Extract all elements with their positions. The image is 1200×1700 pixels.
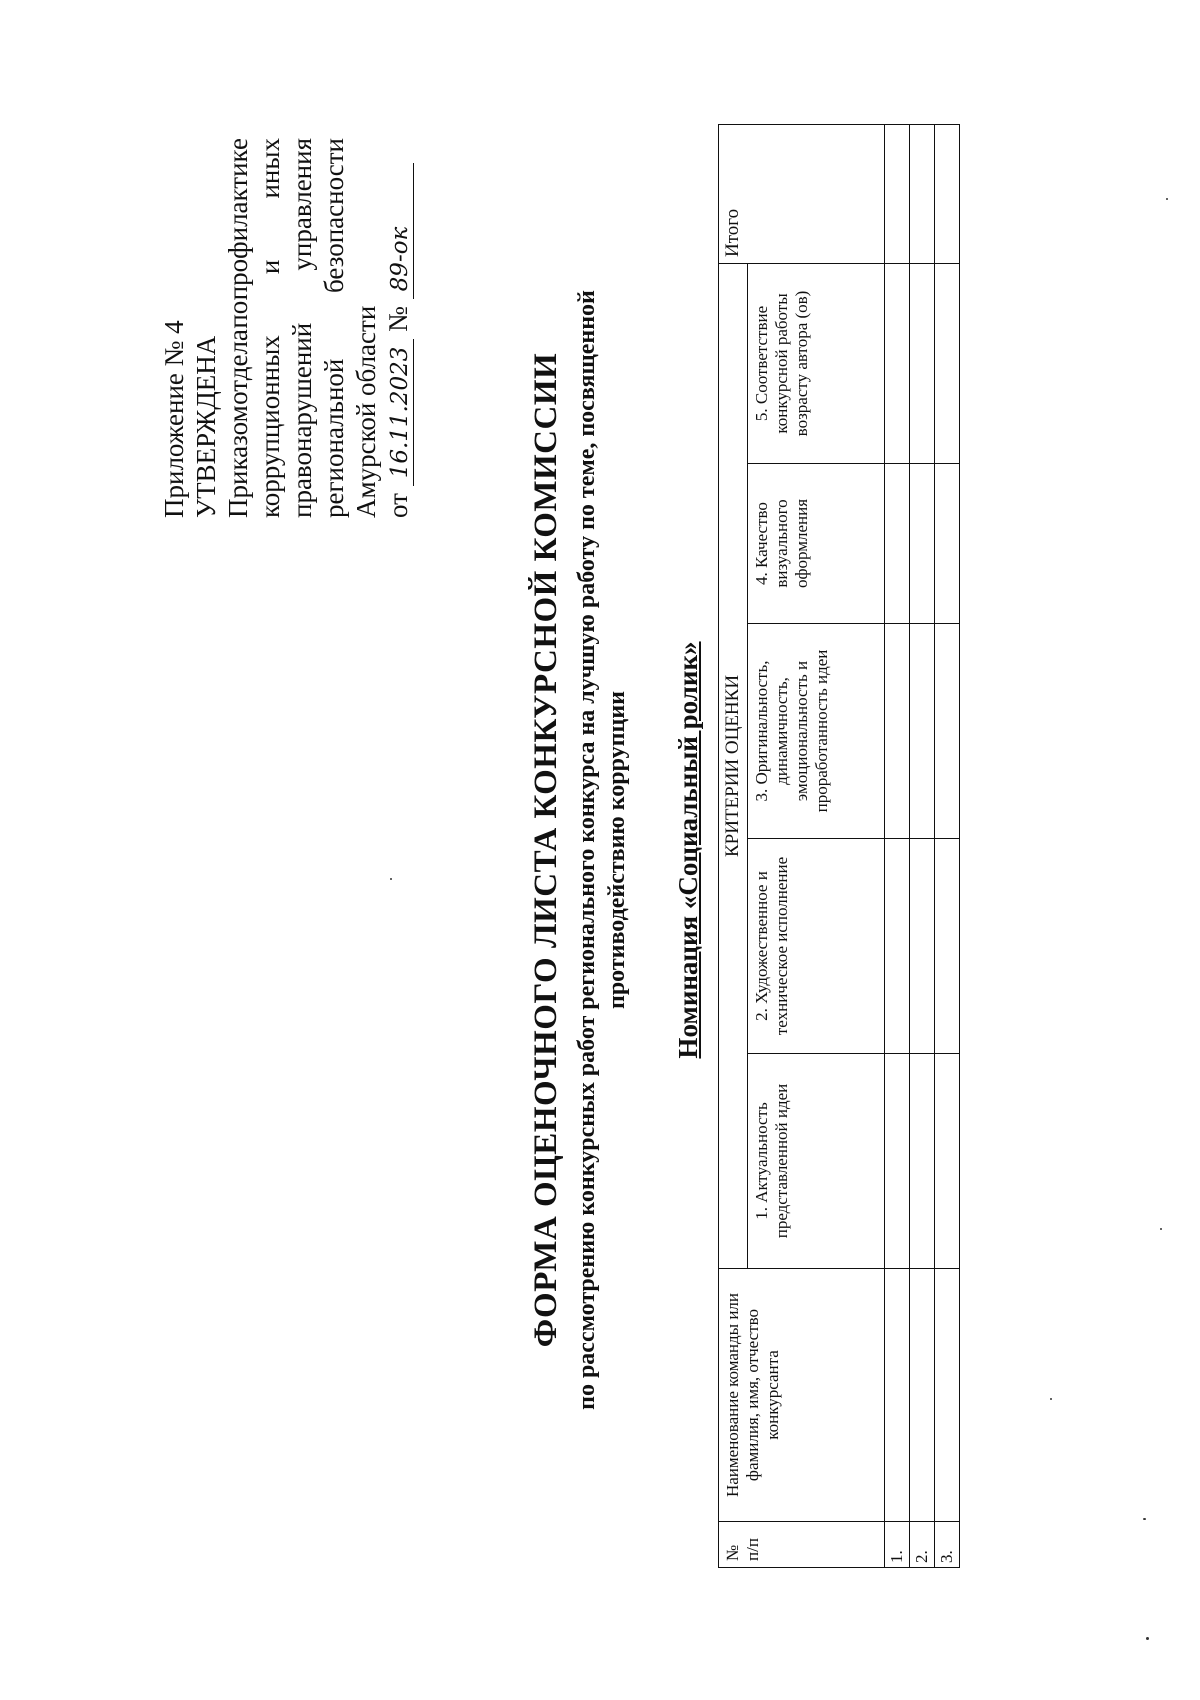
row-number: 2. — [910, 1522, 935, 1568]
table-row — [935, 124, 960, 1567]
table-cell[interactable] — [910, 839, 935, 1054]
scan-speck — [390, 878, 392, 880]
scan-speck — [1143, 1518, 1146, 1520]
approved-label: УТВЕРЖДЕНА — [191, 335, 221, 518]
header-row — [719, 124, 748, 1567]
col-number-header: № п/п — [719, 1522, 885, 1568]
date-prefix: от — [383, 493, 413, 518]
table-cell[interactable] — [910, 624, 935, 839]
order-word: отдела — [223, 329, 253, 405]
table-cell[interactable] — [885, 1054, 910, 1269]
table-cell[interactable] — [885, 624, 910, 839]
order-word: и — [255, 259, 285, 275]
date-number-line — [382, 138, 414, 518]
order-word: иных — [255, 138, 285, 199]
order-line — [318, 138, 350, 518]
table-cell[interactable] — [910, 1269, 935, 1522]
scan-speck — [1050, 1398, 1052, 1400]
criterion-2: 2. Художественное и техническое исполнение — [748, 839, 885, 1054]
table-cell[interactable] — [935, 839, 960, 1054]
title-block — [526, 150, 704, 1550]
number-prefix: № — [383, 306, 413, 332]
table-row — [885, 124, 910, 1567]
nomination-title: Номинация «Социальный ролик» — [673, 641, 703, 1059]
order-line — [286, 138, 318, 518]
table-cell[interactable] — [910, 464, 935, 624]
scan-speck — [1146, 1637, 1149, 1640]
appendix-label: Приложение № 4 — [159, 320, 189, 518]
order-word: управления — [287, 138, 317, 271]
criterion-5: 5. Соответствие конкурсной работы возрасту автора (ов) — [748, 263, 885, 463]
criterion-4: 4. Качество визуального оформления — [748, 464, 885, 624]
approval-block — [158, 138, 414, 518]
col-name-header: Наименование команды или фамилия, имя, отчество конкурсанта — [719, 1269, 885, 1522]
table-cell[interactable] — [935, 624, 960, 839]
order-word: правонарушений — [287, 322, 317, 518]
table-cell[interactable] — [935, 263, 960, 463]
col-total-header: Итого — [719, 124, 885, 263]
row-number: 3. — [935, 1522, 960, 1568]
table-cell[interactable] — [885, 1269, 910, 1522]
evaluation-table — [718, 124, 960, 1568]
table-cell[interactable] — [885, 263, 910, 463]
handwritten-number: 89-ок — [387, 163, 414, 299]
scan-speck — [1160, 1228, 1162, 1230]
table-cell[interactable] — [935, 1054, 960, 1269]
table-cell[interactable] — [885, 839, 910, 1054]
table-row — [910, 124, 935, 1567]
order-word: по — [223, 300, 253, 329]
handwritten-date: 16.11.2023 — [387, 339, 414, 487]
table-cell[interactable] — [910, 1054, 935, 1269]
table-cell[interactable] — [885, 124, 910, 263]
form-title: ФОРМА ОЦЕНОЧНОГО ЛИСТА КОНКУРСНОЙ КОМИССИИ — [528, 352, 564, 1348]
form-subtitle: по рассмотрению конкурсных работ регионального конкурса на лучшую работу по теме, посвященной противодействию коррупции — [574, 290, 630, 1410]
order-word: региональной — [319, 358, 349, 518]
table-cell[interactable] — [885, 464, 910, 624]
order-word: коррупционных — [255, 335, 285, 518]
row-number: 1. — [885, 1522, 910, 1568]
criterion-3: 3. Оригинальность, динамичность, эмоциональность и проработанность идеи — [748, 624, 885, 839]
order-word: Приказом — [223, 405, 253, 518]
table-cell[interactable] — [910, 263, 935, 463]
table-cell[interactable] — [935, 1269, 960, 1522]
criteria-header: КРИТЕРИИ ОЦЕНКИ — [719, 263, 748, 1268]
table-cell[interactable] — [935, 124, 960, 263]
region-label: Амурской области — [351, 305, 381, 518]
order-word: безопасности — [319, 138, 349, 293]
order-word: профилактике — [223, 138, 253, 301]
scan-speck — [1166, 198, 1168, 200]
criterion-1: 1. Актуальность представленной идеи — [748, 1054, 885, 1269]
table-cell[interactable] — [910, 124, 935, 263]
table-cell[interactable] — [935, 464, 960, 624]
order-line — [222, 138, 254, 518]
order-line — [254, 138, 286, 518]
